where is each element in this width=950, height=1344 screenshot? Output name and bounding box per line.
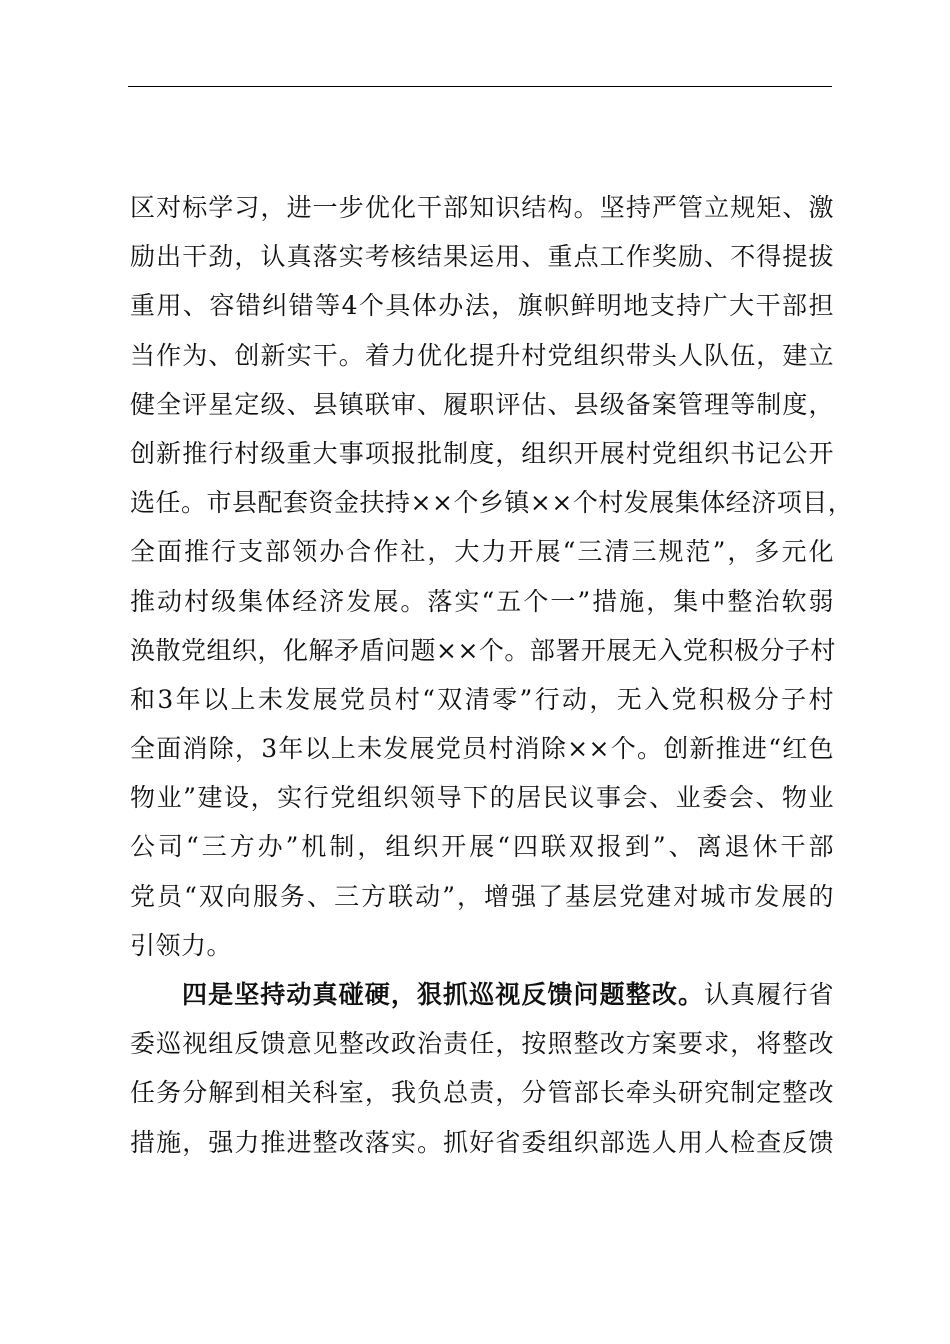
text-line: 物业”建设，实行党组织领导下的居民议事会、业委会、物业 (130, 783, 834, 813)
text-line: 励出干劲，认真落实考核结果运用、重点工作奖励、不得提拔 (130, 242, 834, 272)
text-line: 涣散党组织，化解矛盾问题××个。部署开展无入党积极分子村 (130, 635, 836, 665)
section-heading: 四是坚持动真碰硬，狠抓巡视反馈问题整改。 (182, 980, 705, 1009)
text-line: 选任。市县配套资金扶持××个乡镇××个村发展集体经济项目， (130, 488, 854, 518)
text-line: 委巡视组反馈意见整改政治责任，按照整改方案要求，将整改 (130, 1029, 834, 1059)
text-line: 引领力。 (130, 930, 233, 960)
text-line: 推动村级集体经济发展。落实“五个一”措施，集中整治软弱 (130, 586, 834, 616)
text-line: 党员“双向服务、三方联动”，增强了基层党建对城市发展的 (130, 881, 834, 911)
text-line (130, 970, 834, 1019)
text-line: 重用、容错纠错等4个具体办法，旗帜鲜明地支持广大干部担 (130, 291, 834, 321)
text-line: 和3年以上未发展党员村“双清零”行动，无入党积极分子村 (130, 684, 834, 714)
text-line: 创新推行村级重大事项报批制度，组织开展村党组织书记公开 (130, 438, 834, 468)
document-body (130, 183, 854, 1167)
paragraph-1 (130, 183, 854, 970)
text-line: 公司“三方办”机制，组织开展“四联双报到”、离退休干部 (130, 832, 834, 862)
text-line: 全面推行支部领办合作社，大力开展“三清三规范”，多元化 (130, 537, 834, 567)
text-line: 健全评星定级、县镇联审、履职评估、县级备案管理等制度， (130, 389, 834, 419)
paragraph-2 (130, 970, 834, 1167)
text-line: 任务分解到相关科室，我负总责，分管部长牵头研究制定整改 (130, 1078, 834, 1108)
text-line: 区对标学习，进一步优化干部知识结构。坚持严管立规矩、激 (130, 193, 834, 222)
text-line: 全面消除，3年以上未发展党员村消除××个。创新推进“红色 (130, 734, 834, 764)
text-line: 措施，强力推进整改落实。抓好省委组织部选人用人检查反馈 (130, 1127, 834, 1157)
header-rule (128, 86, 832, 87)
text-run: 认真履行省 (704, 980, 834, 1009)
text-line: 当作为、创新实干。着力优化提升村党组织带头人队伍，建立 (130, 340, 834, 370)
